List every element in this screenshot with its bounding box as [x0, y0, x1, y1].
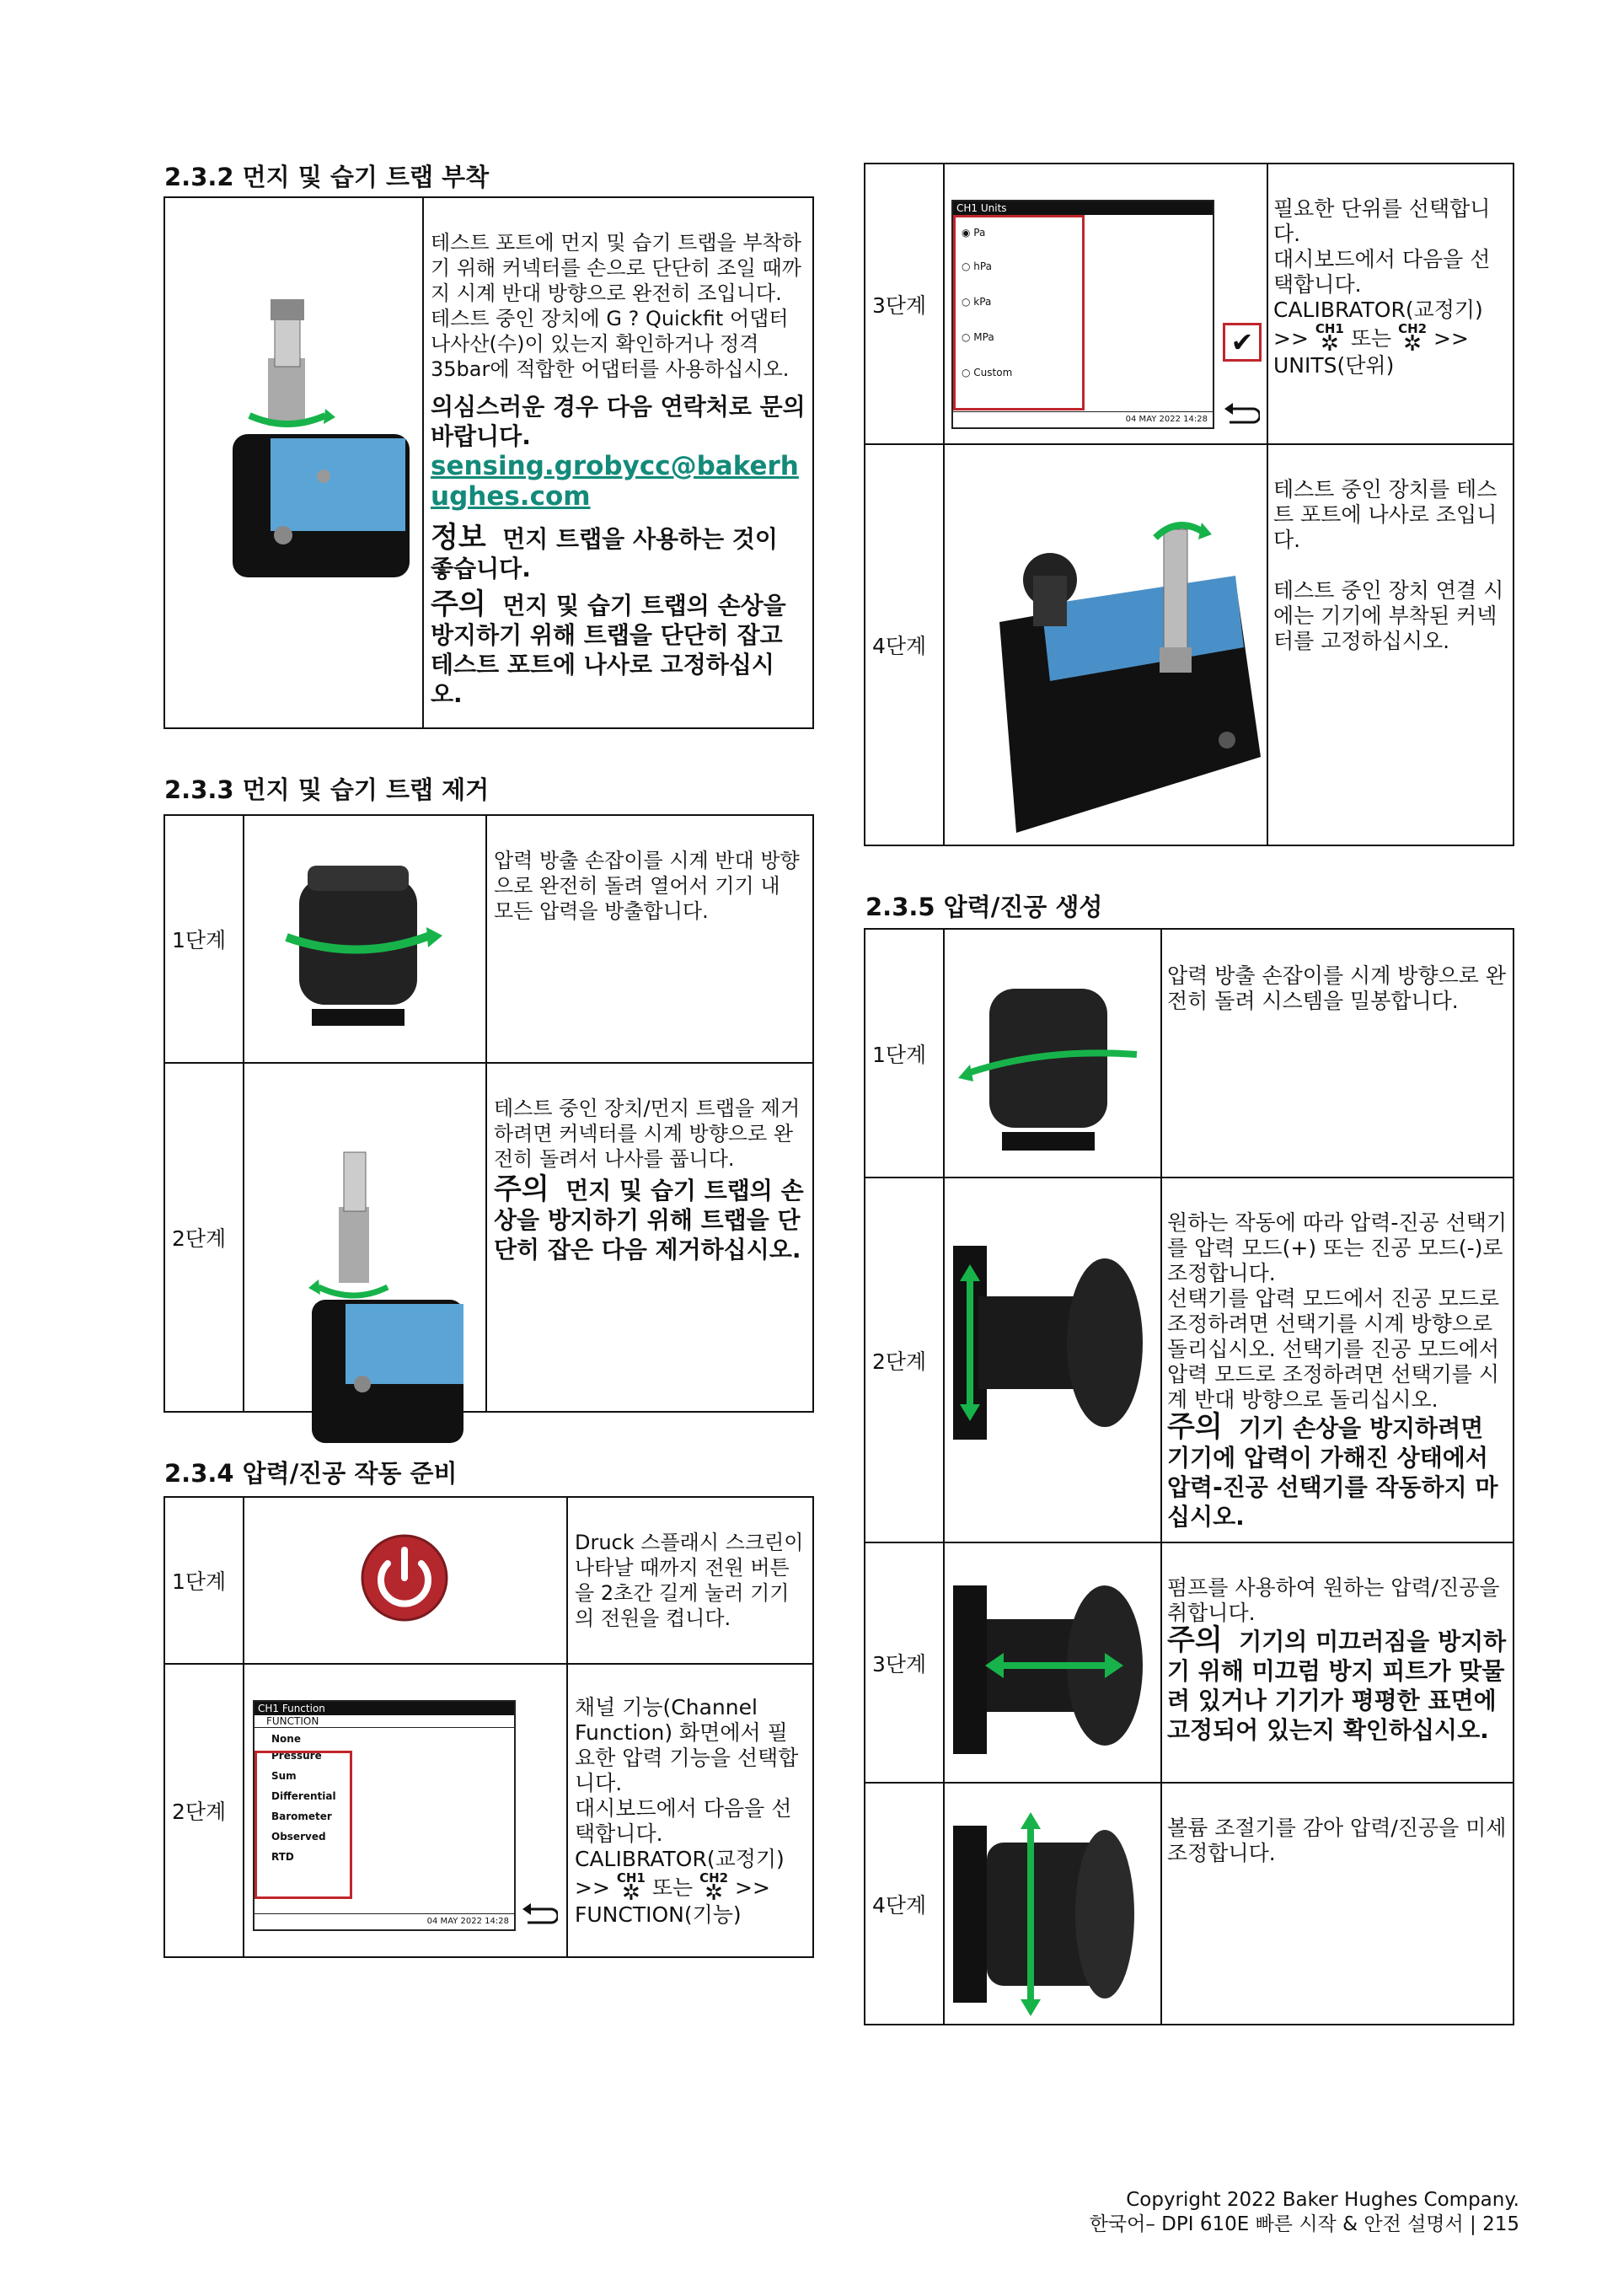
unit-option[interactable]: ○ kPa — [962, 296, 992, 308]
step2-text-cell — [486, 1063, 813, 1412]
units-menu: UNITS(단위) — [1273, 353, 1395, 378]
step2-instruction: 채널 기능(Channel Function) 화면에서 필요한 압력 기능을 선택합니다. — [575, 1695, 799, 1795]
step3-text-cell — [1161, 1542, 1514, 1783]
step-label: 4단계 — [865, 444, 944, 845]
dashboard-instruction: 대시보드에서 다음을 선택합니다. — [1273, 247, 1491, 297]
step1-instruction: 압력 방출 손잡이를 시계 방향으로 완전히 돌려 시스템을 밀봉합니다. — [1167, 963, 1506, 1013]
table-2-3-3 — [163, 814, 814, 1413]
unit-option[interactable]: ○ Custom — [962, 367, 1013, 378]
caution-note: 주의 기기 손상을 방지하려면 기기에 압력이 가해진 상태에서 압력-진공 선택기를 작동하지 마십시오. — [1167, 1410, 1498, 1531]
step-label: 4단계 — [865, 1783, 944, 2025]
section-heading-2-3-2: 2.3.2 먼지 및 습기 트랩 부착 — [164, 163, 490, 191]
step1-instruction: Druck 스플래시 스크린이 나타날 때까지 전원 버튼을 2초간 길게 눌러 기기의 전원을 켭니다. — [575, 1531, 804, 1630]
selection-highlight — [254, 1751, 352, 1899]
table-2-3-2 — [163, 196, 814, 729]
step4-text-cell — [1267, 444, 1514, 845]
dashboard-instruction: 대시보드에서 다음을 선택합니다. — [575, 1796, 792, 1846]
trap-text-cell — [423, 197, 813, 728]
screen-title: CH1 Function — [254, 1702, 514, 1715]
contact-email-link[interactable]: sensing.grobycc@bakerhughes.com — [431, 451, 799, 512]
power-button-icon — [358, 1532, 451, 1624]
function-option[interactable]: Observed — [271, 1831, 326, 1843]
volume-adjuster-image-cell — [944, 1783, 1161, 2025]
ch2-gear-icon: CH2 ✲ — [699, 1870, 729, 1906]
unit-option-selected[interactable]: ◉ Pa — [962, 227, 986, 239]
step-label: 3단계 — [865, 1542, 944, 1783]
function-option[interactable]: None — [271, 1733, 301, 1745]
trap-remove-image-cell — [244, 1063, 486, 1412]
units-screen — [951, 200, 1214, 429]
back-icon[interactable] — [1223, 400, 1260, 426]
units-screen-cell — [944, 164, 1267, 444]
step3-instruction: 필요한 단위를 선택합니다. — [1273, 196, 1491, 246]
function-menu: FUNCTION(기능) — [575, 1902, 742, 1927]
function-option[interactable]: RTD — [271, 1851, 294, 1863]
device-under-test-image — [949, 479, 1261, 850]
function-option[interactable]: Differential — [271, 1790, 336, 1802]
pressure-vacuum-selector-image — [953, 1229, 1155, 1456]
copyright-text: Copyright 2022 Baker Hughes Company. — [1126, 2189, 1519, 2211]
channel-path: >> CH1 ✲ 또는 CH2 ✲ >> — [1273, 321, 1469, 357]
step4-note: 테스트 중인 장치 연결 시에는 기기에 부착된 커넥터를 고정하십시오. — [1273, 578, 1504, 653]
step-label: 2단계 — [164, 1063, 244, 1412]
section-heading-2-3-4: 2.3.4 압력/진공 작동 준비 — [164, 1459, 458, 1488]
step2-text-cell — [567, 1664, 813, 1957]
device-image-cell — [944, 444, 1267, 845]
section-heading-2-3-5: 2.3.5 압력/진공 생성 — [865, 893, 1103, 921]
pump-image-cell — [944, 1542, 1161, 1783]
step2-text-cell — [1161, 1178, 1514, 1542]
function-option-selected[interactable]: Pressure — [271, 1750, 322, 1762]
release-knob-cw-image — [951, 955, 1154, 1174]
power-image-cell — [244, 1497, 567, 1664]
step-label: 1단계 — [164, 815, 244, 1063]
step1-instruction: 압력 방출 손잡이를 시계 반대 방향으로 완전히 돌려 열어서 기기 내 모든 압력을 방출합니다. — [494, 849, 800, 923]
caution-note: 주의 먼지 및 습기 트랩의 손상을 방지하기 위해 트랩을 단단히 잡고 테스트 포트에 나사로 고정하십시오. — [431, 587, 786, 708]
unit-option[interactable]: ○ hPa — [962, 260, 992, 272]
step3-instruction: 펌프를 사용하여 원하는 압력/진공을 취합니다. — [1167, 1575, 1500, 1625]
screen-title: CH1 Units — [953, 201, 1213, 215]
screen-date: 04 MAY 2022 14:28 — [953, 411, 1213, 427]
section-heading-2-3-3: 2.3.3 먼지 및 습기 트랩 제거 — [164, 775, 490, 804]
function-screen — [253, 1700, 516, 1931]
info-note: 정보 먼지 트랩을 사용하는 것이 좋습니다. — [431, 521, 778, 582]
table-2-3-4 — [163, 1496, 814, 1958]
volume-adjuster-image — [953, 1792, 1155, 2020]
step2-instruction: 테스트 중인 장치/먼지 트랩을 제거하려면 커넥터를 시계 방향으로 완전히 돌려서 나사를 풉니다. — [494, 1097, 801, 1171]
knob-image-cell — [244, 815, 486, 1063]
function-screen-cell — [244, 1664, 567, 1957]
step3-text-cell — [1267, 164, 1514, 444]
step-label: 2단계 — [164, 1664, 244, 1957]
ch1-gear-icon: CH1 ✲ — [1315, 321, 1344, 357]
unit-option[interactable]: ○ MPa — [962, 331, 994, 343]
step4-instruction: 볼륨 조절기를 감아 압력/진공을 미세 조정합니다. — [1167, 1816, 1507, 1865]
page-footer — [1090, 2188, 1519, 2237]
ch2-gear-icon: CH2 ✲ — [1398, 321, 1428, 357]
step1-text-cell — [567, 1497, 813, 1664]
step4-instruction: 테스트 중인 장치를 테스트 포트에 나사로 조입니다. — [1273, 477, 1497, 552]
step2-detail: 선택기를 압력 모드에서 진공 모드로 조정하려면 선택기를 시계 방향으로 돌리십시오. 선택기를 진공 모드에서 압력 모드로 조정하려면 선택기를 시계 반대 방향으로 돌리십시오. — [1167, 1286, 1500, 1412]
confirm-check-icon[interactable]: ✔ — [1223, 323, 1262, 362]
back-icon[interactable] — [521, 1901, 558, 1926]
caution-note: 주의 기기의 미끄러짐을 방지하기 위해 미끄럼 방지 피트가 맞물려 있거나 기기가 평평한 표면에 고정되어 있는지 확인하십시오. — [1167, 1623, 1507, 1744]
contact-note: 의심스러운 경우 다음 연락처로 문의 바랍니다. — [431, 393, 806, 450]
calibrator-menu: CALIBRATOR(교정기) — [575, 1847, 785, 1871]
instruction-text: 테스트 포트에 먼지 및 습기 트랩을 부착하기 위해 커넥터를 손으로 단단히 조일 때까지 시계 반대 방향으로 완전히 조입니다. — [431, 231, 801, 305]
selection-highlight — [953, 215, 1085, 410]
ch1-gear-icon: CH1 ✲ — [616, 1870, 646, 1906]
screen-subtitle: FUNCTION — [254, 1715, 514, 1728]
step1-text-cell — [486, 815, 813, 1063]
adapter-note: 테스트 중인 장치에 G ? Quickfit 어댑터 나사산(수)이 있는지 확인하거나 정격 35bar에 적합한 어댑터를 사용하십시오. — [431, 307, 790, 381]
function-option[interactable]: Barometer — [271, 1811, 332, 1822]
step-label: 2단계 — [865, 1178, 944, 1542]
step-label: 1단계 — [164, 1497, 244, 1664]
step2-instruction: 원하는 작동에 따라 압력-진공 선택기를 압력 모드(+) 또는 진공 모드(-)로 조정합니다. — [1167, 1210, 1508, 1285]
step1-text-cell — [1161, 929, 1514, 1178]
screen-date: 04 MAY 2022 14:28 — [254, 1913, 514, 1929]
selector-image-cell — [944, 1178, 1161, 1542]
function-option[interactable]: Sum — [271, 1770, 297, 1782]
table-2-3-5 — [864, 928, 1514, 2025]
knob-image-cell — [944, 929, 1161, 1178]
document-title-page-number: 한국어– DPI 610E 빠른 시작 & 안전 설명서 | 215 — [1089, 2213, 1519, 2235]
channel-path: >> CH1 ✲ 또는 CH2 ✲ >> — [575, 1870, 770, 1906]
step-label: 1단계 — [865, 929, 944, 1178]
trap-image-cell — [164, 197, 423, 728]
step-label: 3단계 — [865, 164, 944, 444]
table-2-3-4-continued — [864, 163, 1514, 846]
caution-note: 주의 먼지 및 습기 트랩의 손상을 방지하기 위해 트랩을 단단히 잡은 다음 제거하십시오. — [494, 1172, 804, 1263]
pump-image — [953, 1560, 1155, 1771]
step4-text-cell — [1161, 1783, 1514, 2025]
calibrator-menu: CALIBRATOR(교정기) — [1273, 298, 1483, 322]
release-knob-ccw-image — [261, 828, 472, 1055]
